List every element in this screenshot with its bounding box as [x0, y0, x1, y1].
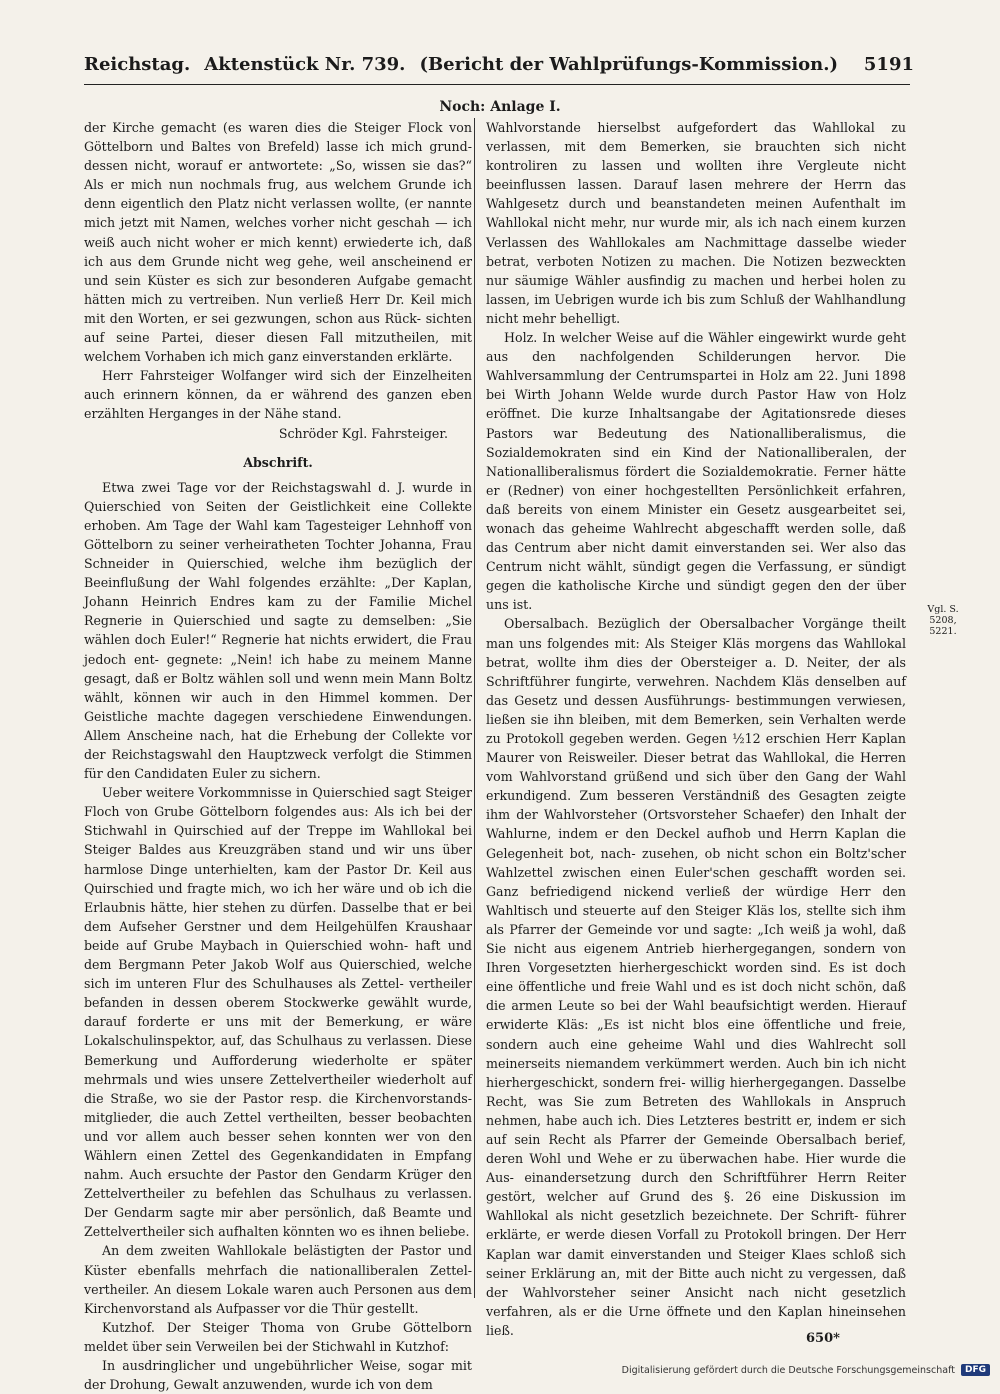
paragraph: An dem zweiten Wahllokale belästigten der Pastor und Küster ebenfalls mehrfach die nationalliberalen Zettel- vertheiler. An diesem Lokale waren auch Personen aus dem Kirchenvorstand als Aufpasser vor die Thür gestellt.: [84, 1243, 472, 1316]
paragraph: Ueber weitere Vorkommnisse in Quierschied sagt Steiger Floch von Grube Göttelborn folgendes aus: Als ich bei der Stichwahl in Quirschied auf der Treppe im Wahllokal bei Steiger Baldes aus Kreuzgräben stand und wir uns über harmlose Dinge unterhielten, kam der Pastor Dr. Keil aus Quirschied und fragte mich, wo ich her wäre und ob ich die Erlaubnis hätte, hier stehen zu dürfen. Dasselbe that er bei dem Aufseher Gerstner und dem Heilgehülfen Kraushaar beide auf Grube Maybach in Quierschied wohn- haft und dem Bergmann Peter Jakob Wolf aus Quierschied, welche sich im unteren Flur des Schulhauses als Zettel- vertheiler befanden in dessen oberem Stockwerke gewählt wurde, darauf forderte er uns mit der Bemerkung, er wäre Lokalschulinspektor, auf, das Schulhaus zu verlassen. Diese Bemerkung und Aufforderung wiederholte er später mehrmals und wies unsere Zettelvertheiler wiederholt auf die Straße, wo sie der Pastor resp. die Kirchenvorstands- mitglieder, die auch Zettel vertheilten, besser beobachten und vor allem auch besser sehen konnten wer von den Wählern einen Zettel des Gegenkandidaten in Empfang nahm. Auch ersuchte der Pastor den Gendarm Krüger den Zettelvertheiler zu befehlen das Schulhaus zu verlassen. Der Gendarm sagte mir aber persönlich, daß Beamte und Zettelvertheiler sich aufhalten könnten wo es ihnen beliebe.: [84, 785, 472, 1240]
footer-text: Digitalisierung gefördert durch die Deutsche Forschungsgemeinschaft: [621, 1364, 955, 1376]
paragraph: Obersalbach. Bezüglich der Obersalbacher Vorgänge theilt man uns folgendes mit: Als Steiger Kläs morgens das Wahllokal betrat, wollte ihm dies der Obersteiger a. D. Neiter, der als Schriftführer fungirte, verwehren. Nachdem Kläs denselben auf das Gesetz und dessen Ausführungs- bestimmungen verwiesen, ließen sie ihn bleiben, mit dem Bemerken, sein Verhalten werde zu Protokoll gegeben werden. Gegen ½12 erschien Herr Kaplan Maurer von Reisweiler. Dieser betrat das Wahllokal, die Herren vom Wahlvorstand grüßend und sich über den Gang der Wahl erkundigend. Zum besseren Verständniß des Gesagten zeigte ihm der Wahlvorsteher (Ortsvorsteher Schaefer) den Inhalt der Wahlurne, indem er den Deckel aufhob und Herrn Kaplan die Gelegenheit bot, nach- zusehen, ob nicht schon ein Boltz'scher Wahlzettel zwischen einen Euler'schen geschafft worden sei. Ganz befriedigend nickend verließ der würdige Herr den Wahltisch und steuerte auf den Steiger Kläs los, stellte sich ihm als Pfarrer der Gemeinde vor und sagte: „Ich weiß ja wohl, daß Sie nicht aus eigenem Antrieb hierhergegangen, sondern von Ihren Vorgesetzten hierhergeschickt worden sind. Es ist doch eine öffentliche und freie Wahl und es ist doch nicht schön, daß die armen Leute so bei der Wahl beaufsichtigt werden. Hierauf erwiderte Kläs: „Es ist nicht blos eine öffentliche und freie, sondern auch eine geheime Wahl und dies Wahlrecht soll meinerseits niemandem verkümmert werden. Auch bin ich nicht hierhergeschickt, sondern frei- willig hierhergegangen. Dasselbe Recht, was Sie zum Betreten des Wahllokals in Anspruch nehmen, habe auch ich. Dies Letzteres bestritt er, indem er sich auf sein Recht als Pfarrer der Gemeinde Obersalbach berief, deren Wohl und Wehe er zu überwachen habe. Hier wurde die Aus- einandersetzung durch den Schriftführer Herrn Reiter gestört, welcher auf Grund des §. 26 eine Diskussion im Wahllokal als nicht gesetzlich bezeichnete. Der Schrift- führer erklärte, er werde diesen Vorfall zu Protokoll bringen. Der Herr Kaplan war damit einverstanden und Steiger Klaes schloß sich seiner Erklärung an, mit der Bitte auch nicht zu vergessen, daß der Wahlvorsteher seiner Ansicht nach nicht gesetzlich verfahren, als er die Urne öffnete und den Kaplan hineinsehen ließ.: [486, 616, 906, 1338]
continuation-heading: Noch: Anlage I.: [439, 99, 561, 115]
left-column: [84, 118, 472, 1394]
paragraph: Herr Fahrsteiger Wolfanger wird sich der Einzelheiten auch erinnern können, da er während des ganzen eben erzählten Herganges in der Nähe stand.: [84, 368, 472, 422]
page-number: 5191: [863, 54, 914, 75]
column-divider: [474, 118, 475, 1298]
paragraph: Etwa zwei Tage vor der Reichstagswahl d. J. wurde in Quierschied von Seiten der Geistlichkeit eine Collekte erhoben. Am Tage der Wahl kam Tagesteiger Lehnhoff von Göttelborn zu seiner verheiratheten Tochter Johanna, Frau Schneider in Quierschied, welche ihm bezüglich der Beeinflußung der Wahl folgendes erzählte: „Der Kaplan, Johann Heinrich Endres kam zu der Familie Michel Regnerie in Quierschied und sagte zu demselben: „Sie wählen doch Euler!“ Regnerie hat nichts erwidert, die Frau jedoch ent- gegnete: „Nein! ich habe zu meinem Manne gesagt, daß er Boltz wählen soll und wenn mein Mann Boltz wählt, können wir auch in den Himmel kommen. Der Geistliche machte dagegen verschiedene Einwendungen. Allem Anscheine nach, hat die Erhebung der Collekte vor der Reichstagswahl den Hauptzweck verfolgt die Stimmen für den Candidaten Euler zu sichern.: [84, 479, 472, 782]
paragraph: Wahlvorstande hierselbst aufgefordert das Wahllokal zu verlassen, mit dem Bemerken, sie brauchten sich nicht kontroliren zu lassen und wollten ihre Vergleute nicht beeinflussen lassen. Darauf lasen mehrere der Herrn das Wahlgesetz durch und beanstandeten meinen Aufenthalt im Wahllokal nicht mehr, nur wurde mir, als ich nach einem kurzen Verlassen des Wahllokales am Nachmittage dasselbe wieder betrat, verboten Notizen zu machen. Die Notizen bezweckten nur säumige Wähler ausfindig zu machen und herbei holen zu lassen, im Uebrigen wurde ich bis zum Schluß der Wahlhandlung nicht mehr behelligt.: [486, 120, 906, 326]
header-title: (Bericht der Wahlprüfungs-Kommission.): [419, 54, 839, 75]
header-rule: [84, 84, 910, 85]
paragraph: der Kirche gemacht (es waren dies die Steiger Flock von Göttelborn und Baltes von Brefeld) lasse ich mich grund- dessen nicht, worauf er antwortete: „So, wissen sie das?“ Als er mich nun nochmals frug, aus welchem Grunde ich denn eigentlich den Platz nicht verlassen wollte, (er nannte mich jetzt mit Namen, welches vorher nicht geschah — ich weiß auch nicht woher er mich kennt) erwiederte ich, daß ich aus dem Grunde nicht weg gehe, weil anscheinend er und sein Küster es sich zur besonderen Aufgabe gemacht hätten mich zu vertreiben. Nun verließ Herr Dr. Keil mich mit den Worten, er sei gezwungen, schon aus Rück- sichten auf seine Partei, dieser diesen Fall mitzutheilen, mit welchem Vorhaben ich mich ganz einverstanden erklärte.: [84, 120, 472, 365]
margin-note: Vgl. S. 5208, 5221.: [927, 604, 959, 637]
paragraph: Holz. In welcher Weise auf die Wähler eingewirkt wurde geht aus den nachfolgenden Schilderungen hervor. Die Wahlversammlung der Centrumspartei in Holz am 22. Juni 1898 bei Wirth Johann Welde wurde durch Pastor Haw von Holz eröffnet. Die kurze Inhaltsangabe der Agitationsrede dieses Pastors war Bedeutung des Nationalliberalismus, die Sozialdemokraten sind ein Kind der Nationalliberalen, der Nationalliberalismus fördert die Sozialdemokratie. Ferner hätte er (Redner) von einer hochgestellten Persönlichkeit erfahren, daß bereits von einem Minister ein Gesetz ausgearbeitet sei, wonach das geheime Wahlrecht abgeschafft werden solle, daß das Centrum aber nicht damit einverstanden sei. Wer also das Centrum nicht wählt, sündigt gegen die Verfassung, er sündigt gegen die katholische Kirche und sündigt gegen den der über uns ist.: [486, 330, 906, 613]
signature: Schröder Kgl. Fahrsteiger.: [278, 425, 448, 441]
right-column: [486, 118, 906, 1340]
paragraph: Kutzhof. Der Steiger Thoma von Grube Göttelborn meldet über sein Verweilen bei der Stichwahl in Kutzhof:: [84, 1319, 472, 1354]
running-header: [84, 54, 914, 84]
header-document-number: Aktenstück Nr. 739.: [204, 54, 406, 75]
header-parliament: Reichstag.: [84, 54, 191, 75]
dfg-logo: DFG: [961, 1364, 990, 1376]
section-title: Abschrift.: [243, 454, 313, 470]
sheet-signature: 650*: [806, 1331, 840, 1346]
paragraph: In ausdringlicher und ungebührlicher Weise, sogar mit der Drohung, Gewalt anzuwenden, wurde ich von dem: [84, 1358, 472, 1393]
digitization-footer: [620, 1362, 990, 1378]
